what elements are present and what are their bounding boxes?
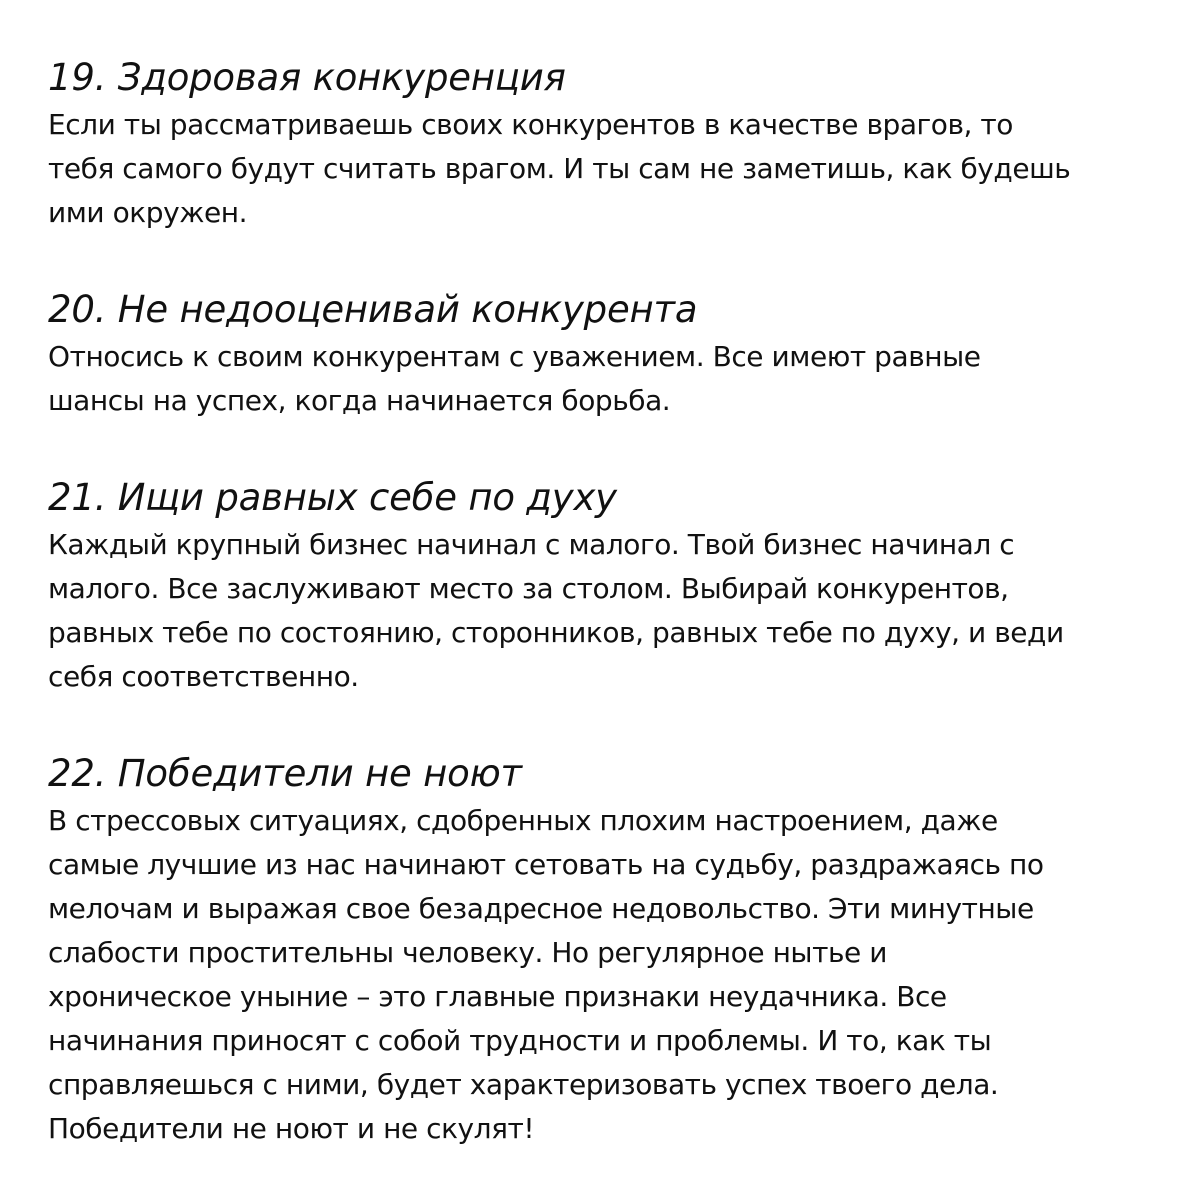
body-line: Если ты рассматриваешь своих конкурентов в качестве врагов, то (48, 108, 1013, 141)
section-20 (48, 285, 1158, 423)
section-body (48, 335, 1158, 423)
body-line: справляешься с ними, будет характеризовать успех твоего дела. (48, 1068, 999, 1101)
body-line: ими окружен. (48, 196, 248, 229)
body-line: шансы на успех, когда начинается борьба. (48, 384, 671, 417)
section-body (48, 523, 1158, 699)
body-line: В стрессовых ситуациях, сдобренных плохим настроением, даже (48, 804, 998, 837)
section-heading: 19. Здоровая конкуренция (48, 56, 566, 99)
body-line: Победители не ноют и не скулят! (48, 1112, 535, 1145)
body-line: равных тебе по состоянию, сторонников, равных тебе по духу, и веди (48, 616, 1064, 649)
body-line: Относись к своим конкурентам с уважением. Все имеют равные (48, 340, 981, 373)
section-22 (48, 749, 1158, 1151)
body-line: начинания приносят с собой трудности и проблемы. И то, как ты (48, 1024, 992, 1057)
body-line: себя соответственно. (48, 660, 359, 693)
body-line: самые лучшие из нас начинают сетовать на судьбу, раздражаясь по (48, 848, 1044, 881)
section-heading: 21. Ищи равных себе по духу (48, 476, 617, 519)
section-body (48, 799, 1158, 1151)
section-19 (48, 53, 1158, 235)
body-line: Каждый крупный бизнес начинал с малого. Твой бизнес начинал с (48, 528, 1015, 561)
body-line: хроническое уныние – это главные признаки неудачника. Все (48, 980, 947, 1013)
section-body (48, 103, 1158, 235)
body-line: малого. Все заслуживают место за столом. Выбирай конкурентов, (48, 572, 1009, 605)
body-line: слабости простительны человеку. Но регулярное нытье и (48, 936, 887, 969)
body-line: мелочам и выражая свое безадресное недовольство. Эти минутные (48, 892, 1034, 925)
section-heading: 22. Победители не ноют (48, 752, 522, 795)
section-heading: 20. Не недооценивай конкурента (48, 288, 698, 331)
body-line: тебя самого будут считать врагом. И ты сам не заметишь, как будешь (48, 152, 1071, 185)
section-21 (48, 473, 1158, 699)
